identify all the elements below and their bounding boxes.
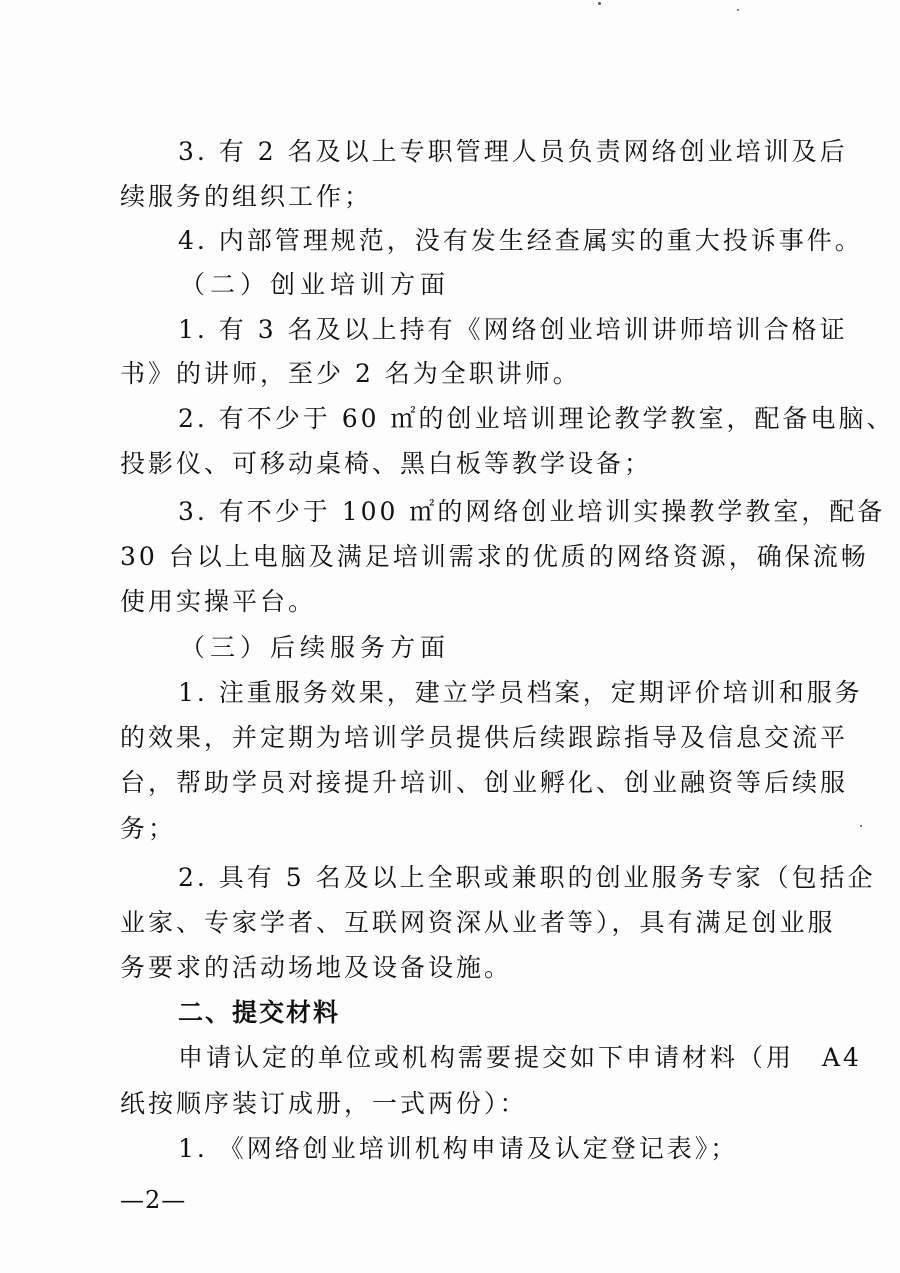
paragraph-line: 使用实操平台。 — [120, 587, 317, 616]
paragraph-line: 的效果，并定期为培训学员提供后续跟踪指导及信息交流平 — [120, 723, 849, 752]
paragraph-line: 续服务的组织工作； — [120, 182, 373, 211]
scan-speck — [598, 2, 601, 5]
paragraph-line: 务要求的活动场地及设备设施。 — [120, 953, 513, 982]
paragraph-line: 1. 有 3 名及以上持有《网络创业培训讲师培训合格证 — [178, 315, 848, 344]
paragraph-line: 3. 有 2 名及以上专职管理人员负责网络创业培训及后 — [178, 137, 848, 166]
paragraph-line: 务； — [120, 814, 177, 843]
paragraph-line: 1. 注重服务效果，建立学员档案，定期评价培训和服务 — [178, 678, 863, 707]
paragraph-line: 2. 具有 5 名及以上全职或兼职的创业服务专家（包括企 — [178, 863, 876, 892]
paragraph-line: 台，帮助学员对接提升培训、创业孵化、创业融资等后续服 — [120, 768, 849, 797]
paragraph-line: 1. 《网络创业培训机构申请及认定登记表》； — [178, 1134, 739, 1163]
section-heading: （三）后续服务方面 — [180, 633, 451, 662]
paragraph-line: 3. 有不少于 100 ㎡的网络创业培训实操教学教室，配备 — [178, 497, 886, 526]
paragraph-line: 业家、专家学者、互联网资深从业者等），具有满足创业服 — [120, 908, 836, 937]
section-heading: （二）创业培训方面 — [180, 270, 451, 299]
scan-speck — [737, 9, 739, 11]
paragraph-line: 4. 内部管理规范，没有发生经查属实的重大投诉事件。 — [178, 226, 863, 255]
scan-speck — [860, 825, 862, 827]
page-number: —2— — [120, 1186, 187, 1214]
paragraph-line: 2. 有不少于 60 ㎡的创业培训理论教学教室，配备电脑、 — [178, 404, 895, 433]
paragraph-line: 申请认定的单位或机构需要提交如下申请材料（用 A4 — [178, 1043, 862, 1072]
paragraph-line: 30 台以上电脑及满足培训需求的优质的网络资源，确保流畅 — [120, 542, 869, 571]
paragraph-line: 纸按顺序装订成册，一式两份）： — [120, 1089, 528, 1118]
paragraph-line: 书》的讲师，至少 2 名为全职讲师。 — [120, 359, 581, 388]
paragraph-line: 投影仪、可移动桌椅、黑白板等教学设备； — [120, 449, 653, 478]
section-heading: 二、提交材料 — [178, 998, 341, 1027]
